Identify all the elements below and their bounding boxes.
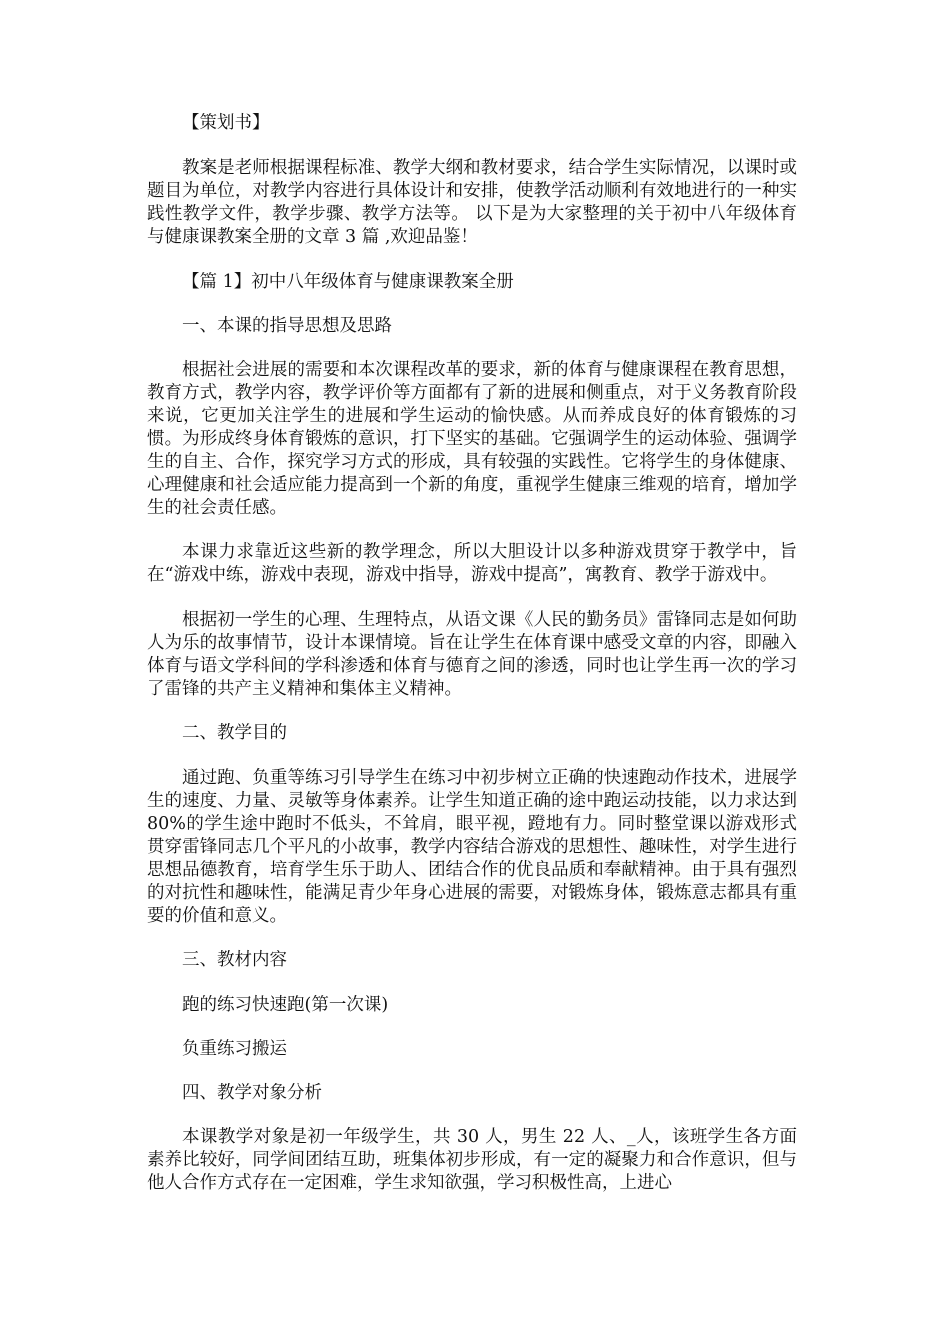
section-heading-4: 四、教学对象分析: [182, 1083, 322, 1103]
section-heading-1: 一、本课的指导思想及思路: [182, 316, 392, 336]
paragraph-2: 本课力求靠近这些新的教学理念，所以大胆设计以多种游戏贯穿于教学中，旨在“游戏中练，游戏中表现，游戏中指导，游戏中提高”，寓教育、教学于游戏中。: [147, 542, 797, 585]
section-heading-2: 二、教学目的: [182, 723, 287, 743]
paragraph-1: 根据社会进展的需要和本次课程改革的要求，新的体育与健康课程在教育思想，教育方式，教学内容，教学评价等方面都有了新的进展和侧重点，对于义务教育阶段来说，它更加关注学生的进展和学生运动的愉快感。从而养成良好的体育锻炼的习惯。为形成终身体育锻炼的意识，打下坚实的基础。它强调学生的运动体验、强调学生的自主、合作，探究学习方式的形成，具有较强的实践性。它将学生的身体健康、心理健康和社会适应能力提高到一个新的角度，重视学生健康三维观的培育，增加学生的社会责任感。: [147, 360, 797, 518]
document-title: 【策划书】: [182, 113, 270, 133]
intro-paragraph: 教案是老师根据课程标准、教学大纲和教材要求，结合学生实际情况，以课时或题目为单位，对教学内容进行具体设计和安排，使教学活动顺利有效地进行的一种实践性教学文件，教学步骤、教学方法等。 以下是为大家整理的关于初中八年级体育与健康课教案全册的文章 3 篇 ,欢迎品鉴！: [147, 158, 797, 247]
document-body: [147, 112, 797, 1195]
section-heading-3: 三、教材内容: [182, 950, 287, 970]
paragraph-3: 根据初一学生的心理、生理特点，从语文课《人民的勤务员》雷锋同志是如何助人为乐的故事情节，设计本课情境。旨在让学生在体育课中感受文章的内容，即融入体育与语文学科间的学科渗透和体育与德育之间的渗透，同时也让学生再一次的学习了雷锋的共产主义精神和集体主义精神。: [147, 610, 797, 699]
paragraph-5: 本课教学对象是初一年级学生，共 30 人，男生 22 人、_人，该班学生各方面素养比较好，同学间团结互助，班集体初步形成，有一定的凝聚力和合作意识，但与他人合作方式存在一定困难，学生求知欲强，学习积极性高，上进心: [147, 1127, 797, 1193]
article-title: 【篇 1】初中八年级体育与健康课教案全册: [182, 272, 514, 292]
content-item-1: 跑的练习快速跑(第一次课): [182, 995, 389, 1015]
content-item-2: 负重练习搬运: [182, 1039, 287, 1059]
paragraph-4: 通过跑、负重等练习引导学生在练习中初步树立正确的快速跑动作技术，进展学生的速度、力量、灵敏等身体素养。让学生知道正确的途中跑运动技能，以力求达到 80%的学生途中跑时不低头，不耸肩，眼平视，蹬地有力。同时整堂课以游戏形式贯穿雷锋同志几个平凡的小故事，教学内容结合游戏的思想性、趣味性，对学生进行思想品德教育，培育学生乐于助人、团结合作的优良品质和奉献精神。由于具有强烈的对抗性和趣味性，能满足青少年身心进展的需要，对锻炼身体，锻炼意志都具有重要的价值和意义。: [147, 768, 797, 926]
